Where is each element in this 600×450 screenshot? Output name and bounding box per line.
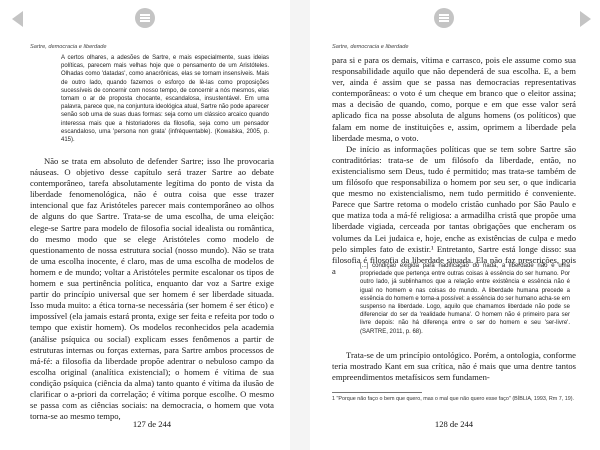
page-number: 128 de 244 <box>434 419 474 429</box>
body-text-bottom <box>332 350 576 383</box>
running-head: Sartre, democracia e liberdade <box>30 44 107 50</box>
footnote: 1 "Porque não faço o bem que quero, mas o mal que não quero esse faço" (BÍBLIA, 1993, Rm 7, 19). <box>332 396 575 402</box>
body-text <box>30 156 274 422</box>
block-quote: [...] condição exigida para nadificação do nada, a liberdade não é uma propriedade que pertença entre outras coisas à essência do ser humano. Por outro lado, já sublinhamos que a relação entre existência e essência não é igual no homem e nas coisas do mundo. A liberdade humana precede a essência do homem e torna-a possível: a essência do ser humano acha-se em suspenso na liberdade. Logo, aquilo que chamamos liberdade não pode se diferenciar do ser da 'realidade humana'. O homem não é primeiro para ser livre depois: não há diferença entre o ser do homem e seu 'ser-livre'. (SARTRE, 2011, p. 68). <box>360 263 570 335</box>
next-page-arrow-icon[interactable] <box>580 11 591 27</box>
body-paragraph: Não se trata em absoluto de defender Sartre; isso lhe provocaria náuseas. O objetivo desse capítulo será trazer Sartre ao debate contemporâneo, tarefa absolutamente legítima do ponto de vista da liberdade fenomenológica, não é outra coisa que esse trazer intencional que faz Aristóteles parecer mais contemporâneo ao olhos de alguns do que Sartre. Trata-se de uma escolha, de uma eleição: elege-se Sartre para modelo de filosofia social idealista ou romântica, do mesmo modo que se elege Aristóteles como modelo de questionamento de nossa estrutura social (nosso mundo). Não se trata de uma escolha inocente, é claro, mas de uma escolha de modelos de homem e de mundo; voltar a Aristóteles permite escalonar os tipos de homem e sua pertinência política, enquanto dar voz a Sartre exige partir do princípio universal que ser homem é ser liberdade situada. Isso muda muito: a ética torna-se necessária (ser homem é ser ético) e impossível (ela jamais estará pronta, exige ser feita e refeita por todo o tempo que existir homem). Os modelos reconhecidos pela academia (análise psíquica ou social) explicam esses fenômenos a partir de estruturas internas ou forças externas, para Sartre ambos processos de má-fé: a filosofia da liberdade propõe adentrar o nebuloso campo da escolha original (analítica existencial); o homem é vítima de sua condição psíquica (ciência da alma) tanto quanto é vítima da ilusão de clarificar o a-priori da correlação; é vítima porque escolhe. O mesmo se passa com as ciências sociais: na democracia, o homem que vota torna-se ao mesmo tempo, <box>30 156 274 422</box>
menu-icon[interactable] <box>434 8 454 28</box>
footnote-rule <box>332 392 422 393</box>
previous-page-arrow-icon[interactable] <box>12 11 23 27</box>
right-page <box>310 0 600 450</box>
left-page <box>0 0 290 450</box>
body-paragraph: Trata-se de um princípio ontológico. Porém, a ontologia, conforme teria mostrado Kant em sua crítica, não é mais que uma dentre tantos empreendimentos metafísicos sem fundamen- <box>332 350 576 383</box>
body-paragraph: De início as informações políticas que se tem sobre Sartre são contraditórias: trata-se de um filósofo da liberdade, então, no existencialismo sem Deus, tudo é permitido; mas trata-se também de um filósofo que responsabiliza o homem por seu ser, o que indicaria que mesmo no existencialismo, nem tudo permitido é conveniente. Parece que Sartre retoma o modelo cristão cunhado por São Paulo e que matiza toda a má-fé religiosa: a armadilha cristã que propõe uma liberdade vigiada, cerceada por tantas obrigações que encheram os volumes da Lei judaica e, hoje, enche as existências de culpa e medo pelo simples fato de existir.¹ Entretanto, Sartre está longe disso: sua filosofia é filosofia da liberdade situada. Ela não faz prescrições, pois a <box>332 143 576 276</box>
body-paragraph: para si e para os demais, vítima e carrasco, pois ele assume como sua responsabilidade aquilo que não dependerá de sua escolha. E, a bem ver, ainda é assim que se passa nas democracias representativas contemporâneas: o voto é um cheque em branco que o eleitor assina; mas a decisão de quando, como, porque e em que esse valor será aplicado fica na posse absoluta de alguns homens (os políticos) que falam em nome de instituições e, assim, oprimem a liberdade pela liberdade mesma, o voto. <box>332 55 576 143</box>
block-quote: A certos olhares, a adesões de Sartre, e mais especialmente, suas ideias políticas, parecem mais velhas hoje que o pensamento de um Aristóteles. Olhadas como 'datadas', como anacrônicas, elas se tornam insensíveis. Mais de outro lado, quando fazemos o esforço de lê-las como proposições sucessíveis de concernir com nosso tempo, de concernir a nós mesmos, elas tomam o ar de proposta chocante, escandalosa, insustentável. Em uma palavra, parece que, na conjuntura ideológica atual, Sartre não pode aparecer senão sob uma de suas duas formas: seja como um clássico arcaico quando interessa mais que a historiadores da filosofia, seja como um pensador escandaloso, uma 'persona non grata' (infréquentable). (Kowalska, 2005, p. 415). <box>61 55 269 144</box>
page-gutter <box>290 0 310 450</box>
menu-icon[interactable] <box>135 8 155 28</box>
page-number: 127 de 244 <box>132 419 172 429</box>
body-text-top <box>332 55 576 277</box>
running-head: Sartre, democracia e liberdade <box>332 44 409 50</box>
